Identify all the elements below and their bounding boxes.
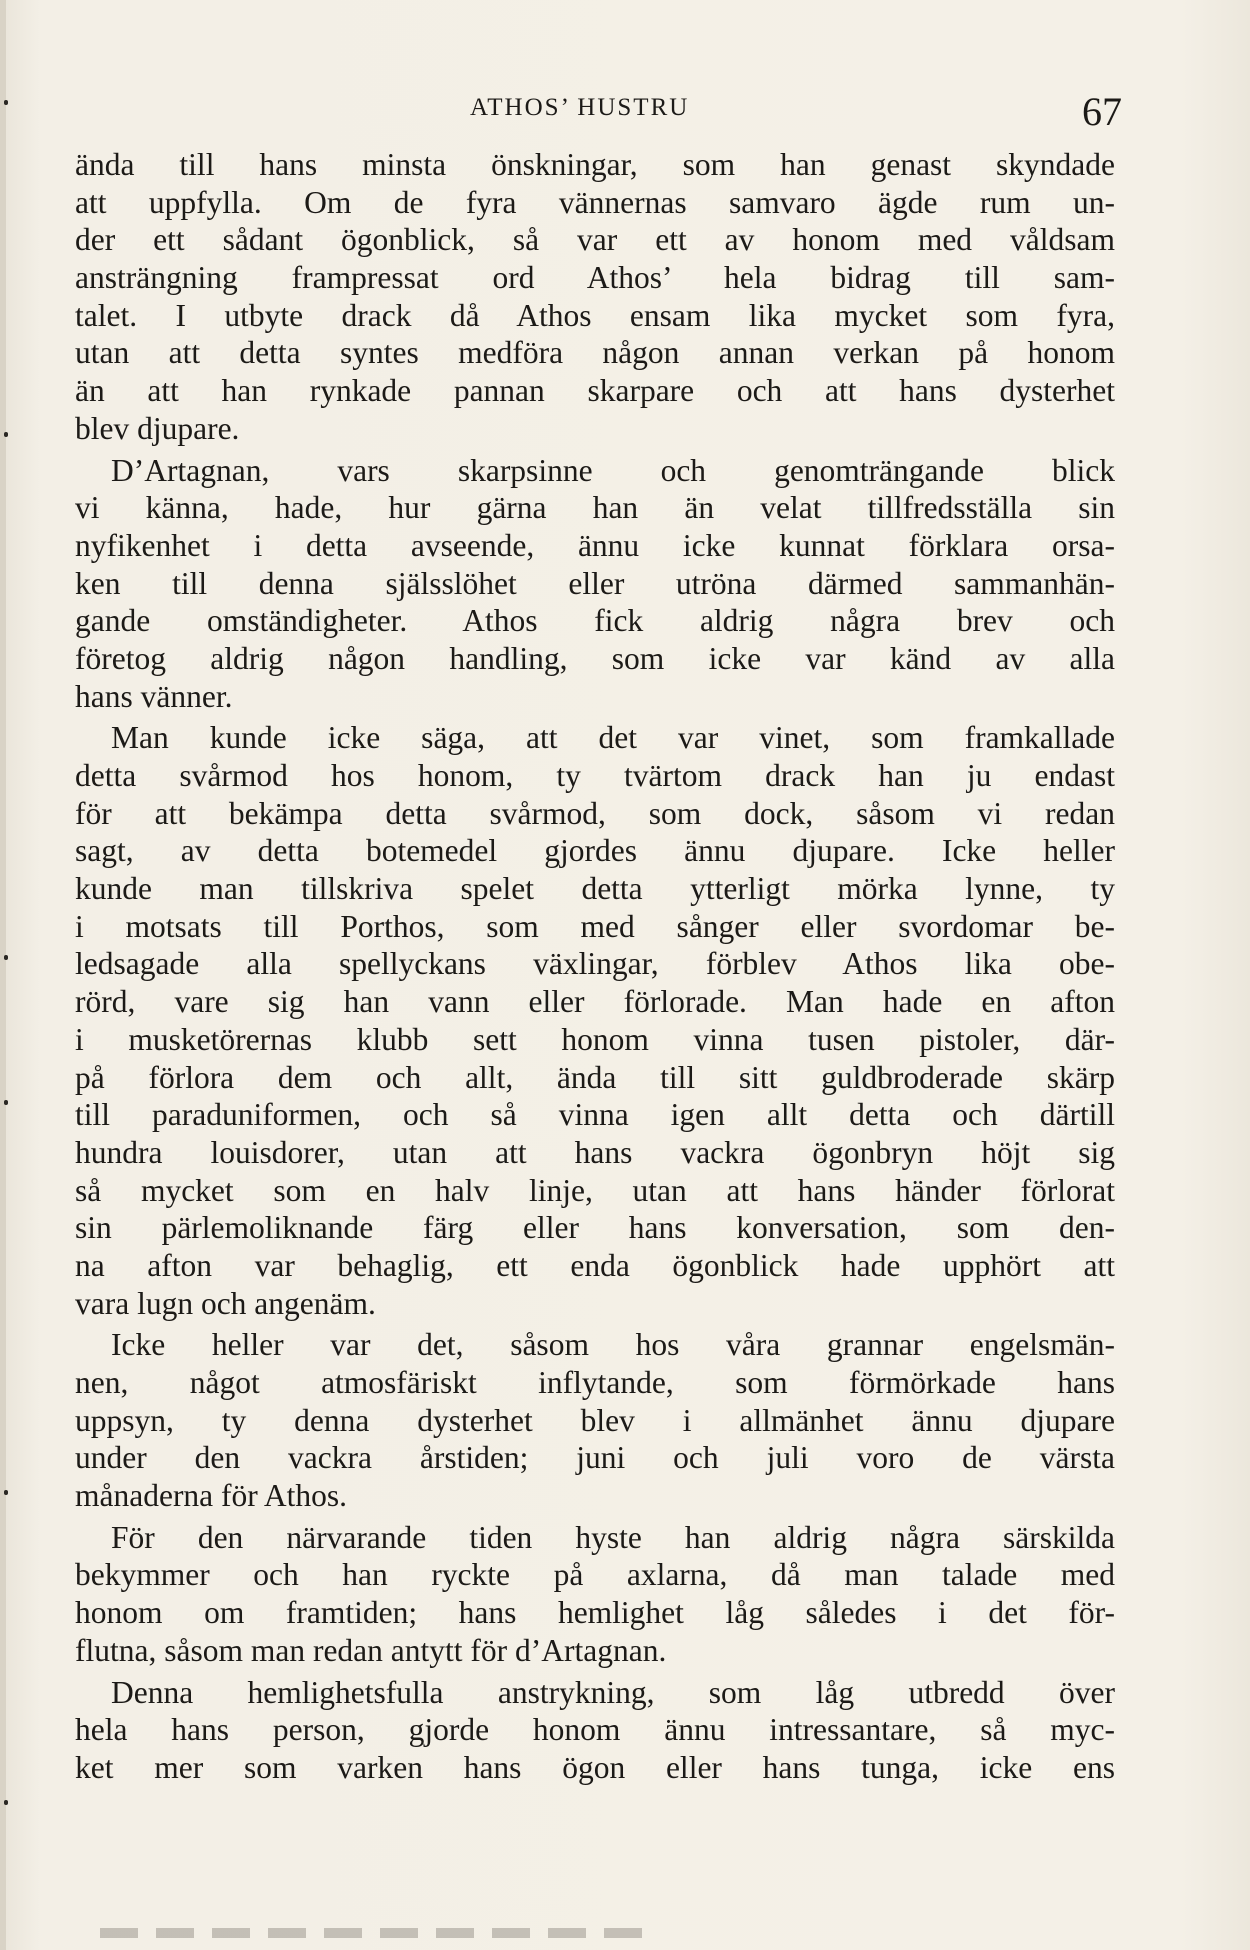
paragraph — [75, 719, 1115, 1322]
text-line: rörd, vare sig han vann eller förlorade. Man hade en afton — [75, 984, 1115, 1020]
margin-speck — [4, 1490, 8, 1495]
text-line: sin pärlemoliknande färg eller hans konversation, som den- — [75, 1210, 1115, 1246]
text-line: der ett sådant ögonblick, så var ett av honom med våldsam — [75, 222, 1115, 258]
text-line: ända till hans minsta önskningar, som han genast skyndade — [75, 147, 1115, 182]
text-line: nen, något atmosfäriskt inflytande, som förmörkade hans — [75, 1365, 1115, 1400]
text-line: vara lugn och angenäm. — [75, 1285, 376, 1321]
text-line: till paraduniformen, och så vinna igen allt detta och därtill — [75, 1097, 1115, 1133]
text-line: ken till denna själsslöhet eller utröna därmed sammanhän- — [75, 565, 1115, 601]
text-line: talet. I utbyte drack då Athos ensam lika mycket som fyra, — [75, 297, 1115, 333]
text-line: så mycket som en halv linje, utan att hans händer förlorat — [75, 1172, 1115, 1208]
text-line: hans vänner. — [75, 678, 233, 714]
text-line: nyfikenhet i detta avseende, ännu icke kunnat förklara orsa- — [75, 527, 1115, 563]
text-line: flutna, såsom man redan antytt för d’Artagnan. — [75, 1632, 667, 1668]
text-line: Denna hemlighetsfulla anstrykning, som låg utbredd över — [111, 1674, 1115, 1710]
margin-speck — [4, 1800, 8, 1805]
text-line: för att bekämpa detta svårmod, som dock, såsom vi redan — [75, 795, 1115, 831]
text-line: gande omständigheter. Athos fick aldrig några brev och — [75, 603, 1115, 639]
text-line: hundra louisdorer, utan att hans vackra ögonbryn höjt sig — [75, 1134, 1115, 1170]
text-line: D’Artagnan, vars skarpsinne och genomträngande blick — [111, 452, 1115, 488]
text-line: bekymmer och han ryckte på axlarna, då man talade med — [75, 1557, 1115, 1593]
text-line: ansträngning frampressat ord Athos’ hela bidrag till sam- — [75, 260, 1115, 296]
text-line: i musketörernas klubb sett honom vinna tusen pistoler, där- — [75, 1021, 1115, 1057]
text-line: ket mer som varken hans ögon eller hans tunga, icke ens — [75, 1749, 1115, 1785]
text-line: att uppfylla. Om de fyra vännernas samvaro ägde rum un- — [75, 184, 1115, 220]
paragraph — [75, 452, 1115, 716]
body-text — [75, 146, 1115, 1787]
text-line: månaderna för Athos. — [75, 1478, 348, 1514]
paragraph — [75, 1674, 1115, 1787]
text-line: detta svårmod hos honom, ty tvärtom drack han ju endast — [75, 758, 1115, 793]
paragraph — [75, 1326, 1115, 1514]
text-line: blev djupare. — [75, 410, 240, 446]
page-spine-edge — [0, 0, 6, 1950]
margin-speck — [4, 1100, 8, 1105]
margin-speck — [4, 955, 8, 960]
text-line: Icke heller var det, såsom hos våra grannar engelsmän- — [111, 1327, 1115, 1363]
text-line: kunde man tillskriva spelet detta ytterligt mörka lynne, ty — [75, 871, 1115, 907]
text-line: hela hans person, gjorde honom ännu intressantare, så myc- — [75, 1712, 1115, 1748]
text-line: na afton var behaglig, ett enda ögonblick hade upphört att — [75, 1247, 1115, 1283]
paragraph — [75, 1519, 1115, 1670]
text-line: utan att detta syntes medföra någon annan verkan på honom — [75, 335, 1115, 371]
page-header — [0, 88, 1250, 138]
text-line: För den närvarande tiden hyste han aldrig några särskilda — [111, 1519, 1115, 1555]
text-line: företog aldrig någon handling, som icke var känd av alla — [75, 640, 1115, 676]
text-line: vi känna, hade, hur gärna han än velat tillfredsställa sin — [75, 490, 1115, 526]
running-title: ATHOS’ HUSTRU — [470, 94, 690, 121]
paragraph — [75, 146, 1115, 448]
page-number: 67 — [1082, 89, 1122, 134]
text-line: under den vackra årstiden; juni och juli voro de värsta — [75, 1440, 1115, 1476]
text-line: honom om framtiden; hans hemlighet låg således i det för- — [75, 1595, 1115, 1631]
bottom-print-bleed — [100, 1928, 660, 1938]
text-line: på förlora dem och allt, ända till sitt guldbroderade skärp — [75, 1059, 1115, 1095]
text-line: sagt, av detta botemedel gjordes ännu djupare. Icke heller — [75, 833, 1115, 869]
text-line: Man kunde icke säga, att det var vinet, som framkallade — [111, 720, 1115, 756]
text-line: ledsagade alla spellyckans växlingar, förblev Athos lika obe- — [75, 946, 1115, 982]
text-line: än att han rynkade pannan skarpare och att hans dysterhet — [75, 373, 1115, 409]
margin-speck — [4, 432, 8, 437]
text-line: i motsats till Porthos, som med sånger eller svordomar be- — [75, 908, 1115, 944]
text-line: uppsyn, ty denna dysterhet blev i allmänhet ännu djupare — [75, 1402, 1115, 1438]
